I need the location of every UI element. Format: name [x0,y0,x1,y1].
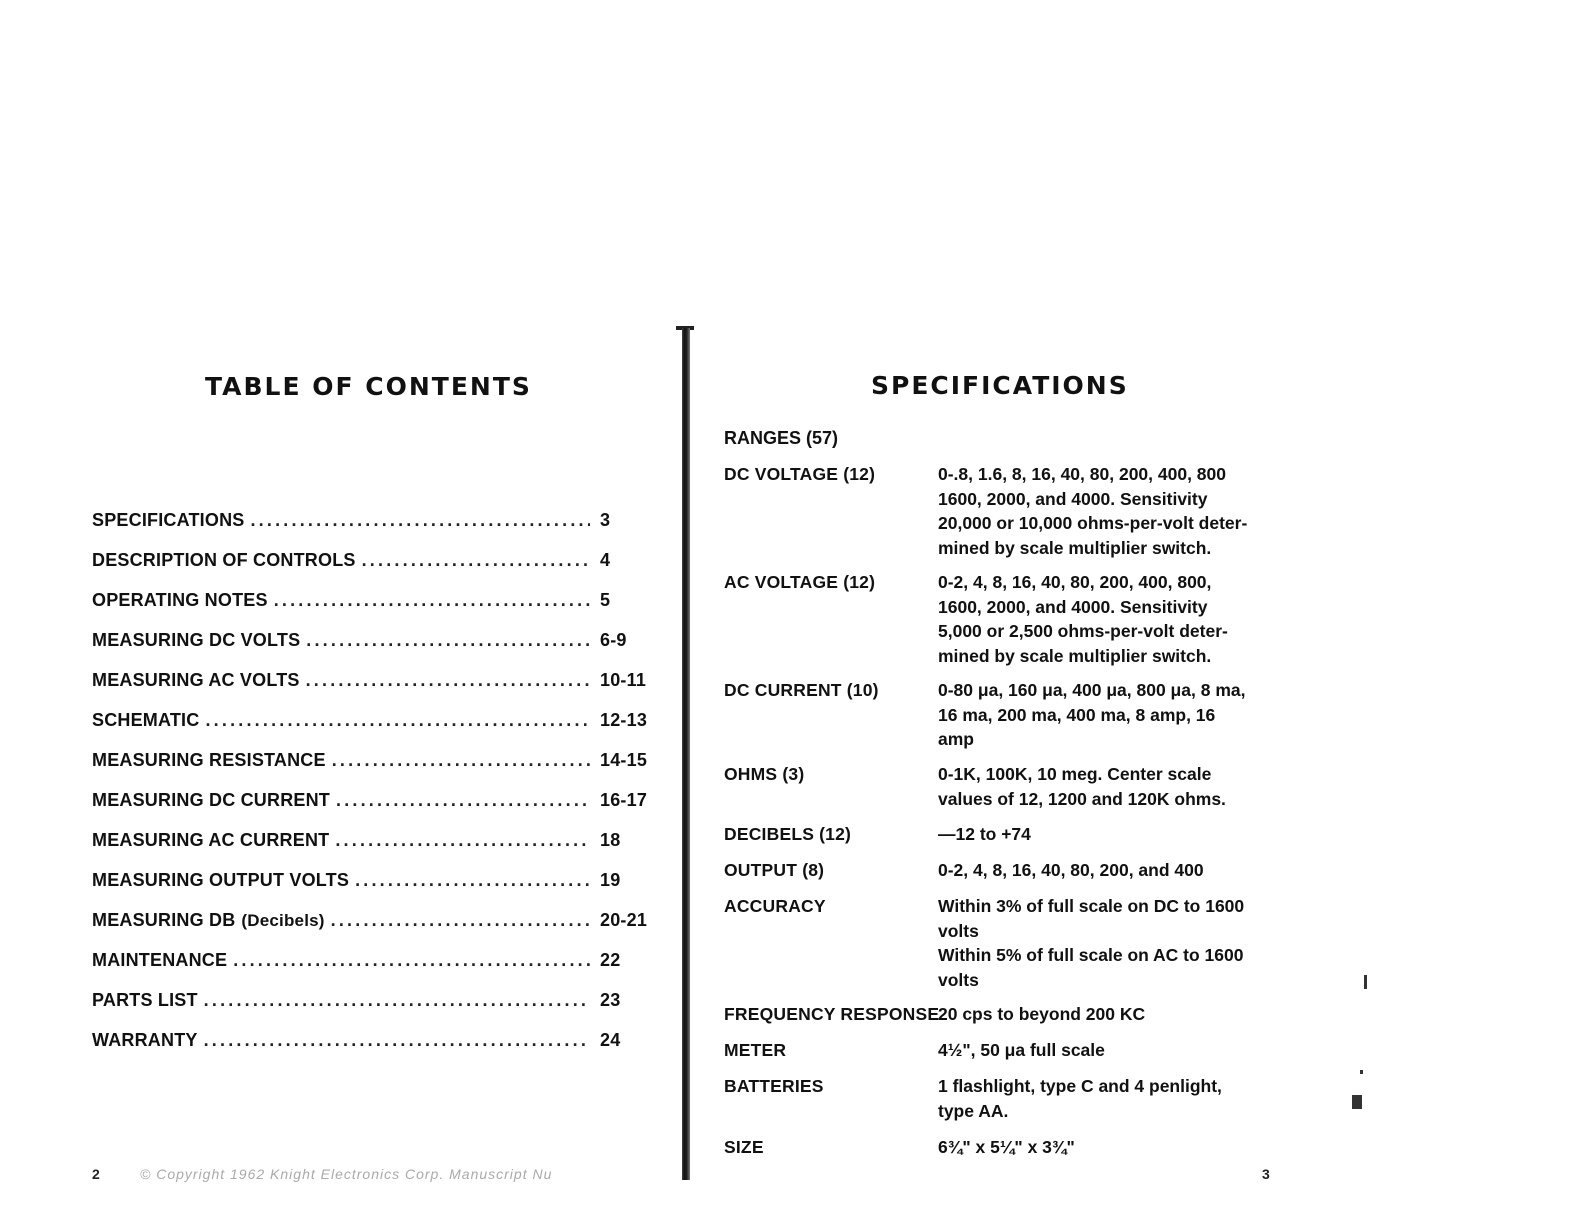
toc-item [92,630,652,670]
toc-item-page: 20-21 [600,910,648,930]
spec-value-line: 5,000 or 2,500 ohms-per-volt deter- [938,621,1228,641]
toc-item [92,590,652,630]
toc-leader-dots [274,590,590,611]
scan-speck [1360,1070,1363,1074]
spec-value-line: mined by scale multiplier switch. [938,645,1212,666]
spec-value-line: Within 3% of full scale on DC to 1600 [938,896,1245,916]
spec-value-line: 1 flashlight, type C and 4 penlight, [938,1076,1222,1096]
spec-value-line: 0-80 μa, 160 μa, 400 μa, 800 μa, 8 ma, [938,680,1246,700]
spec-value-line: 1600, 2000, and 4000. Sensitivity [938,596,1208,617]
spec-row [724,570,1284,668]
spec-label: DECIBELS (12) [724,824,852,844]
spec-value-line: volts [938,920,979,941]
toc-item [92,710,652,750]
spec-value-line: 0-2, 4, 8, 16, 40, 80, 200, and 400 [938,860,1204,880]
spec-label: OHMS (3) [724,764,805,784]
spec-row [724,762,1284,811]
spec-value-line: 0-1K, 100K, 10 meg. Center scale [938,764,1212,784]
toc-item-page: 16-17 [600,790,648,810]
spec-row [724,894,1284,992]
spec-value [938,678,1276,752]
toc-item-label: MEASURING DB [92,910,236,930]
toc-leader-dots [306,670,590,691]
toc-item-label: DESCRIPTION OF CONTROLS [92,550,356,570]
left-page-number: 2 [92,1166,100,1182]
spec-value-line: —12 to +74 [938,824,1031,844]
spec-value [938,570,1276,668]
toc-item-label: MEASURING AC CURRENT [92,830,330,850]
left-page [0,0,690,1224]
scan-speck [1364,975,1367,989]
spec-label: ACCURACY [724,896,826,916]
spec-value-line: 16 ma, 200 ma, 400 ma, 8 amp, 16 [938,704,1216,725]
toc-item-page: 23 [600,990,621,1010]
spec-value-line: values of 12, 1200 and 120K ohms. [938,788,1226,809]
left-copyright: © Copyright 1962 Knight Electronics Corp. Manuscript Nu [140,1166,553,1182]
spec-label: BATTERIES [724,1076,824,1096]
toc-item-label: OPERATING NOTES [92,590,268,610]
scan-speck [1352,1095,1362,1109]
toc-item [92,990,652,1030]
toc-item-page: 14-15 [600,750,648,770]
spec-value [938,1135,1276,1160]
right-page-number: 3 [1262,1166,1270,1182]
toc-leader-dots [336,790,590,811]
toc-item-label: MEASURING OUTPUT VOLTS [92,870,350,890]
toc-item [92,830,652,870]
toc-item [92,910,652,950]
toc-leader-dots [205,710,590,731]
toc-list [92,510,652,1070]
ranges-heading: RANGES (57) [724,428,839,448]
toc-item-page: 24 [600,1030,621,1050]
spec-value [938,858,1276,883]
spec-value-line: 6¾" x 5¼" x 3¾" [938,1137,1075,1157]
spec-value [938,1002,1276,1027]
toc-leader-dots [233,950,590,971]
toc-item-label: MEASURING RESISTANCE [92,750,326,770]
spec-row [724,1002,1284,1027]
toc-item-page: 6-9 [600,630,627,650]
spec-row [724,858,1284,883]
toc-item-page: 18 [600,830,621,850]
spec-label: OUTPUT (8) [724,860,825,880]
spec-value-line: type AA. [938,1100,1009,1121]
spec-value-line: mined by scale multiplier switch. [938,537,1212,558]
toc-item-suffix: (Decibels) [241,911,325,930]
right-page [694,0,1584,1224]
toc-item [92,870,652,910]
toc-item-page: 19 [600,870,621,890]
spec-row [724,462,1284,560]
toc-leader-dots [306,630,590,651]
toc-item-label: MEASURING AC VOLTS [92,670,300,690]
toc-item [92,510,652,550]
spec-row [724,1074,1284,1123]
toc-leader-dots [335,830,590,851]
spec-value-line: volts [938,969,979,990]
spec-label: AC VOLTAGE (12) [724,572,876,592]
toc-item-label: WARRANTY [92,1030,198,1050]
spec-value [938,894,1276,992]
spec-value-line: 0-.8, 1.6, 8, 16, 40, 80, 200, 400, 800 [938,464,1226,484]
spec-value [938,1038,1276,1063]
toc-item-page: 12-13 [600,710,648,730]
spec-value [938,762,1276,811]
toc-item-page: 5 [600,590,611,610]
spec-label: SIZE [724,1137,764,1157]
toc-item-label: MAINTENANCE [92,950,228,970]
spec-value-line: Within 5% of full scale on AC to 1600 [938,945,1244,965]
toc-leader-dots [362,550,590,571]
specs-title: SPECIFICATIONS [871,371,1129,400]
toc-item [92,790,652,830]
toc-leader-dots [204,1030,590,1051]
spec-label: METER [724,1040,787,1060]
toc-leader-dots [250,510,590,531]
spec-row [724,678,1284,752]
spec-value-line: 20,000 or 10,000 ohms-per-volt deter- [938,513,1248,533]
spec-label: DC CURRENT (10) [724,680,879,700]
toc-leader-dots [355,870,590,891]
toc-item [92,950,652,990]
toc-item-label: SCHEMATIC [92,710,200,730]
toc-item [92,670,652,710]
spec-row [724,1135,1284,1160]
spec-label: DC VOLTAGE (12) [724,464,876,484]
toc-item-label: PARTS LIST [92,990,198,1010]
toc-item [92,1030,652,1070]
spec-row [724,822,1284,847]
spec-value-line: amp [938,729,974,749]
spec-label: FREQUENCY RESPONSE [724,1004,940,1024]
spec-value-line: 20 cps to beyond 200 KC [938,1004,1146,1024]
book-binding [682,328,690,1180]
spec-value [938,1074,1276,1123]
toc-leader-dots [332,750,590,771]
toc-item-label: SPECIFICATIONS [92,510,245,530]
toc-title: TABLE OF CONTENTS [205,372,532,401]
spec-value-line: 1600, 2000, and 4000. Sensitivity [938,488,1208,509]
spec-value [938,822,1276,847]
toc-item [92,550,652,590]
toc-item-label: MEASURING DC VOLTS [92,630,301,650]
spec-row [724,1038,1284,1063]
toc-item-page: 3 [600,510,611,530]
spec-value-line: 0-2, 4, 8, 16, 40, 80, 200, 400, 800, [938,572,1212,592]
toc-leader-dots [331,910,590,931]
spec-value [938,462,1276,560]
spec-value-line: 4½", 50 μa full scale [938,1040,1105,1060]
toc-item-page: 10-11 [600,670,647,690]
toc-leader-dots [204,990,590,1011]
toc-item-page: 4 [600,550,611,570]
toc-item [92,750,652,790]
toc-item-label: MEASURING DC CURRENT [92,790,330,810]
toc-item-page: 22 [600,950,621,970]
